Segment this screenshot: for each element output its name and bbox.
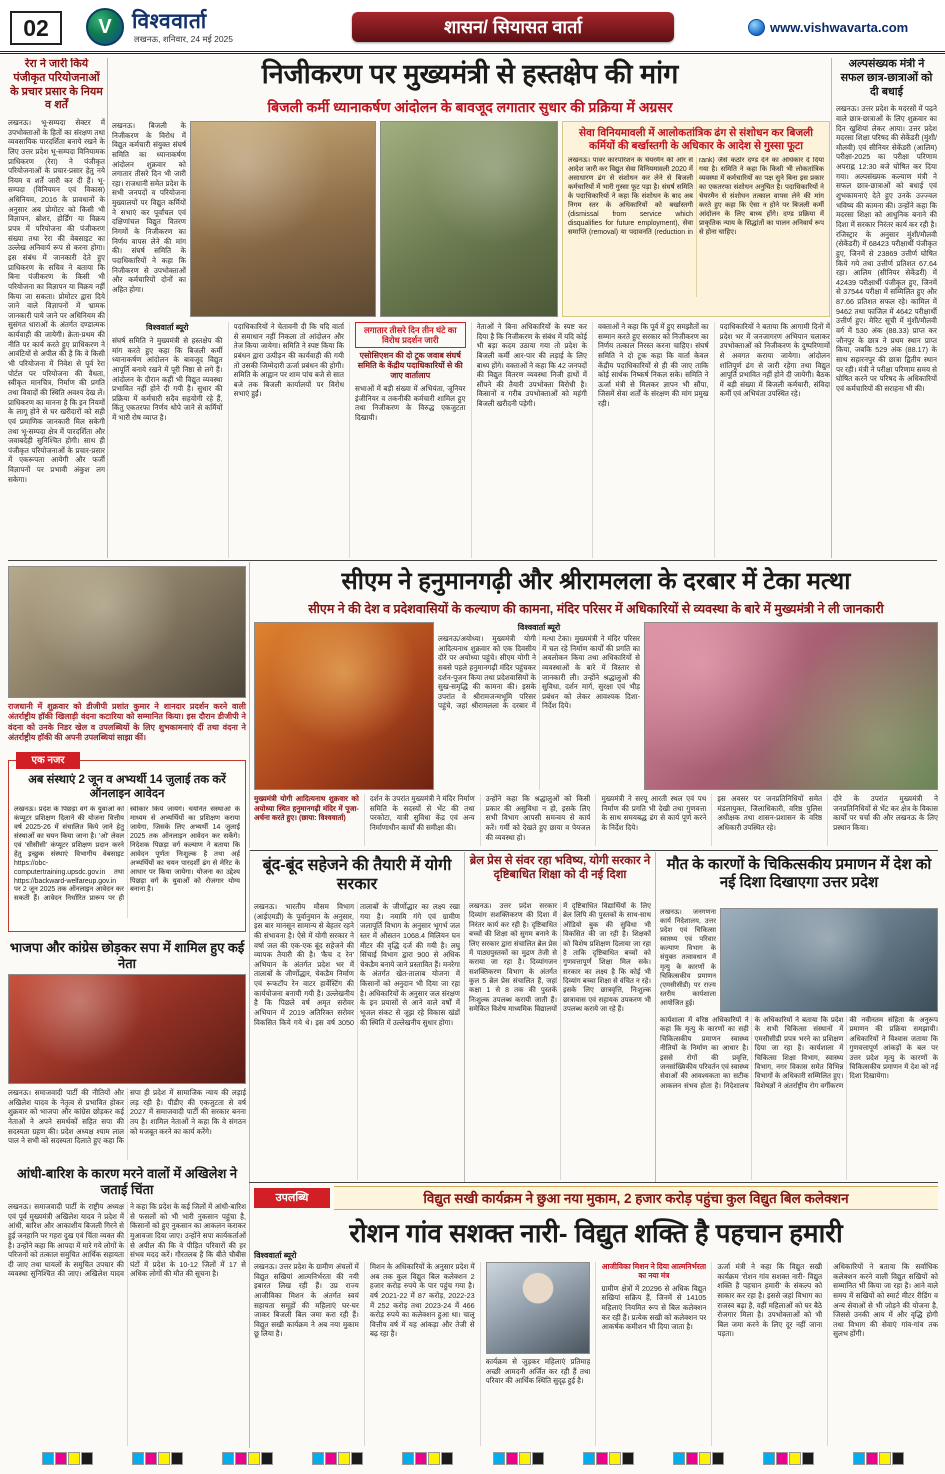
section-rule: [249, 850, 938, 851]
page-number: 02: [10, 11, 62, 45]
akhilesh-headline: आंधी-बारिश के कारण मरने वालों में अखिलेश ने जताई चिंता: [16, 1166, 238, 1197]
cm-subhead: सीएम ने की देश व प्रदेशवासियों के कल्याण की कामना, मंदिर परिसर में अधिकारियों से व्यवस्था के बारे में मुख्यमंत्री ने ली जानकारी: [308, 602, 884, 616]
paper-name: विश्ववार्ता: [132, 10, 207, 33]
article-rera: [8, 58, 105, 558]
paper-dateline: लखनऊ, शनिवार, 24 मई 2025: [134, 34, 233, 44]
column-text: वक्ताओं ने कहा कि पूर्व में हुए समझौतों का सम्मान करते हुए सरकार को निजीकरण का निर्णय तत्काल निरस्त करना चाहिए। संघर्ष समिति ने दो टूक कहा कि वार्ता केवल केंद्रीय पदाधिकारियों से ही की जाए ताकि कोई सार्थक निष्कर्ष निकल सके। समिति ने ऊर्जा मंत्री से मिलकर ज्ञापन भी सौंपा, जिसमें सेवा शर्तों के संरक्षण की मांग प्रमुख रही।: [598, 322, 709, 409]
photo-felicitation-ceremony: [644, 622, 938, 790]
text-column: [228, 322, 345, 558]
globe-icon: [748, 19, 765, 36]
column-text: कार्यक्रम से जुड़कर महिलाएं प्रतिमाह अच्छी आमदनी अर्जित कर रही हैं तथा परिवार की आर्थिक स्थिति सुदृढ़ हुई है।: [485, 1357, 591, 1386]
article-body: लखनऊ। भू-सम्पदा सेक्टर में उपभोक्ताओं के हितों का संरक्षण तथा व्यवसायिक पारदर्शिता बनाये रखने के लिए उत्तर प्रदेश भू-सम्पदा विनियामक प्राधिकरण (रेरा) ने पंजीकृत परियोजनाओं के प्रचार-प्रसार हेतु नये नियम व शर्तें जारी कर दी हैं। भू-सम्पदा (विनियमन एवं विकास) अधिनियम, 2016 के प्रावधानों के अनुसार अब प्रोमोटर को किसी भी विज्ञापन, ब्रोशर, होर्डिंग या विक्रय प्रपत्र में परियोजना की पंजीकरण संख्या तथा रेरा की वेबसाइट का उल्लेख अनिवार्य रूप से करना होगा। इस संबंध में जानकारी देते हुए प्राधिकरण के सचिव ने बताया कि बिना पंजीकरण के किसी भी परियोजना का विज्ञापन या विक्रय नहीं किया जा सकता। प्रोमोटर द्वारा दिये जाने वाले विज्ञापनों में भ्रामक जानकारी पाये जाने पर अधिनियम की सुसंगत धाराओं के अंतर्गत दण्डात्मक कार्यवाही की जायेगी। क्रेता-प्रथम की नीति पर कार्य करते हुए प्राधिकरण ने आवंटियों से अपील की है कि वे किसी भी परियोजना में निवेश से पूर्व रेरा पोर्टल पर परियोजना की वैधता, स्वीकृत मानचित्र, निर्माण की प्रगति तथा विवादों की स्थिति अवश्य देख लें। प्राधिकरण का मानना है कि इन नियमों के लागू होने से घर खरीदारों को सही एवं प्रमाणिक जानकारी मिल सकेगी तथा भू-सम्पदा क्षेत्र में पारदर्शिता और जवाबदेही सुनिश्चित होगी। साथ ही पंजीकृत परियोजनाओं के प्रचार-प्रसार में एकरूपता आयेगी और फर्जी विज्ञापनों पर प्रभावी अंकुश लग सकेगा।: [8, 118, 105, 484]
column-text: दर्शन के उपरांत मुख्यमंत्री ने मंदिर निर्माण समिति के सदस्यों से भेंट की तथा परकोटा, यात्री सुविधा केंद्र एवं अन्य निर्माणाधीन कार्यों की समीक्षा की।: [364, 794, 475, 846]
article-title: अब संस्थाएं 2 जून व अभ्यर्थी 14 जुलाई तक करें ऑनलाइन आवेदन: [28, 774, 226, 801]
highlight-text: आजीविका मिशन ने दिया आत्मनिर्भरता का नया मंत्र: [601, 1262, 707, 1281]
cmyk-group: [583, 1452, 634, 1466]
cmyk-group: [763, 1452, 814, 1466]
photo-protest-crowd-2: [380, 121, 558, 317]
column-rule: [107, 58, 108, 558]
braille-body: लखनऊ। उत्तर प्रदेश सरकार दिव्यांग सशक्तिकरण की दिशा में निरंतर कार्य कर रही है। दृष्टिबाधित बच्चों की शिक्षा को सुगम बनाने के लिए सरकार द्वारा संचालित ब्रेल प्रेस में पाठ्यपुस्तकों का मुद्रण तेजी से कराया जा रहा है। दिव्यांगजन सशक्तिकरण विभाग के अंतर्गत कुल 5 ब्रेल प्रेस संचालित हैं, जहां कक्षा 1 से 8 तक की पुस्तकें निःशुल्क उपलब्ध करायी जाती हैं। समेकित विशेष माध्यमिक विद्यालयों में दृष्टिबाधित विद्यार्थियों के लिए ब्रेल लिपि की पुस्तकों के साथ-साथ ऑडियो बुक की सुविधा भी विकसित की जा रही है। शिक्षकों को विशेष प्रशिक्षण दिलाया जा रहा है ताकि दृष्टिबाधित बच्चों को गुणवत्तापूर्ण शिक्षा मिल सके। सरकार का लक्ष्य है कि कोई भी दिव्यांग बच्चा शिक्षा से वंचित न रहे। इसके लिए छात्रवृत्ति, निःशुल्क छात्रावास एवं सहायक उपकरण भी उपलब्ध कराये जा रहे हैं।: [469, 903, 651, 1014]
text-column: [349, 322, 466, 558]
text-column: [364, 1262, 475, 1446]
column-text: पदाधिकारियों ने बताया कि आगामी दिनों में प्रदेश भर में जनजागरण अभियान चलाकर उपभोक्ताओं को निजीकरण के दुष्परिणामों से अवगत कराया जायेगा। आंदोलन शांतिपूर्ण ढंग से जारी रहेगा तथा विद्युत आपूर्ति प्रभावित नहीं होने दी जायेगी। बैठक में बड़ी संख्या में बिजली कर्मचारी, संविदा कर्मी एवं अभियंता उपस्थित रहे।: [719, 322, 830, 399]
column-text: ग्रामीण क्षेत्रों में 20296 से अधिक विद्युत सखियां सक्रिय हैं, जिनमें से 14105 महिलाएं नियमित रूप से बिल कलेक्शन कर रही हैं। प्रत्येक सखी को कलेक्शन पर आकर्षक कमीशन भी दिया जाता है।: [601, 1283, 707, 1332]
achievement-banner: विद्युत सखी कार्यक्रम ने छुआ नया मुकाम, 2 हजार करोड़ पहुंचा कुल विद्युत बिल कलेक्शन: [334, 1186, 938, 1210]
article-title: अल्पसंख्यक मंत्री ने सफल छात्र-छात्राओं को दी बधाई: [840, 58, 933, 98]
akhilesh-body: लखनऊ। समाजवादी पार्टी के राष्ट्रीय अध्यक्ष एवं पूर्व मुख्यमंत्री अखिलेश यादव ने प्रदेश में आंधी, बारिश और आकाशीय बिजली गिरने से हुई जनहानि पर गहरा दुख एवं चिंता व्यक्त की है। उन्होंने कहा कि आपदा में मारे गये लोगों के परिजनों को तत्काल समुचित आर्थिक सहायता दी जाए तथा घायलों के समुचित उपचार की व्यवस्था सुनिश्चित की जाए। अखिलेश यादव ने कहा कि प्रदेश के कई जिलों में आंधी-बारिश से फसलों को भी भारी नुकसान पहुंचा है, किसानों को हुए नुकसान का आकलन कराकर मुआवजा दिया जाए। उन्होंने सपा कार्यकर्ताओं से अपील की कि वे पीड़ित परिवारों की हर संभव मदद करें। गौरतलब है कि बीते चौबीस घंटों में प्रदेश के 10-12 जिलों में 17 से अधिक लोगों की मौत की सूचना है।: [8, 1202, 246, 1279]
column-rule: [655, 852, 656, 1182]
cm-headline: सीएम ने हनुमानगढ़ी और श्रीरामलला के दरबार में टेका मत्था: [341, 568, 851, 595]
print-color-bars: [42, 1452, 904, 1466]
box-title: सेवा विनियमावली में आलोकतांत्रिक ढंग से संशोधन कर बिजली कर्मियों की बर्खास्तगी के अधिकार के आदेश से गुस्सा फूटा: [579, 127, 813, 153]
photo-caption: एसोसिएशन की दो टूक जवाब संघर्ष समिति के केंद्रीय पदाधिकारियों से की जाए वार्तालाप: [357, 351, 463, 380]
text-column: [471, 322, 588, 558]
column-text: उन्होंने कहा कि श्रद्धालुओं को किसी प्रकार की असुविधा न हो, इसके लिए सभी विभाग आपसी समन्वय से कार्य करें। गर्मी को देखते हुए छाया व पेयजल की व्यवस्था हो।: [480, 794, 591, 846]
text-column: [714, 322, 831, 558]
paper-logo-icon: V: [86, 8, 124, 46]
column-text: नेताओं ने बिना अधिकारियों के स्पष्ट कर दिया है कि निजीकरण के संबंध में यदि कोई भी बड़ा कदम उठाया गया तो प्रदेश के बिजली कर्मी आर-पार की लड़ाई के लिए बाध्य होंगे। वक्ताओं ने कहा कि 42 जनपदों की विद्युत वितरण व्यवस्था निजी हाथों में सौंपने की तैयारी उपभोक्ता विरोधी है। किसानों व गरीब उपभोक्ताओं को महंगी बिजली खरीदनी पड़ेगी।: [476, 322, 587, 409]
vidyut-columns: [254, 1262, 938, 1446]
article-body: लखनऊ। उत्तर प्रदेश के मदरसों में पढ़ने वाले छात्र-छात्राओं के लिए शुक्रवार का दिन खुशियां लेकर आया। उत्तर प्रदेश मदरसा शिक्षा परिषद की सेकेंडरी (मुंशी/मौलवी) एवं सीनियर सेकेंडरी (आलिम) परीक्षा-2025 का परीक्षा परिणाम अपराह्न 12:30 बजे घोषित कर दिया गया। अल्पसंख्यक कल्याण मंत्री ने सफल छात्र-छात्राओं को बधाई एवं शुभकामनाएं देते हुए उनके उज्ज्वल भविष्य की कामना की। उन्होंने कहा कि मदरसा शिक्षा को आधुनिक बनाने की दिशा में सरकार निरंतर कार्य कर रही है। रजिस्ट्रार के अनुसार मुंशी/मौलवी (सेकेंडरी) में 68423 परीक्षार्थी पंजीकृत हुए, जिनमें से 23869 उत्तीर्ण घोषित किये गये तथा उत्तीर्ण प्रतिशत 67.64 रहा। आलिम (सीनियर सेकेंडरी) में 42439 परीक्षार्थी पंजीकृत हुए, जिनमें से 37544 परीक्षा में सम्मिलित हुए और 87.66 प्रतिशत सफल रहे। कामिल में 9462 तथा फाजिल में 4642 परीक्षार्थी उत्तीर्ण हुए। मेरिट सूची में मुंशी/मौलवी वर्ग में 530 अंक (88.33) प्राप्त कर जौनपुर के छात्र ने प्रथम स्थान प्राप्त किया, जबकि 529 अंक (88.17) के साथ सहारनपुर की छात्रा द्वितीय स्थान पर रही। मंत्री ने परीक्षा परिणाम समय से घोषित करने पर परिषद के अधिकारियों एवं कर्मचारियों की सराहना भी की।: [836, 104, 937, 393]
photo-energy-minister: [486, 1262, 591, 1354]
article-columns: [112, 322, 830, 558]
text-column: [592, 322, 709, 558]
column-text: मिशन के अधिकारियों के अनुसार प्रदेश में अब तक कुल विद्युत बिल कलेक्शन 2 हजार करोड़ रुपये के पार पहुंच गया है। वर्ष 2021-22 में 87 करोड़, 2022-23 में 252 करोड़ तथा 2023-24 में 466 करोड़ रुपये का कलेक्शन हुआ था। चालू वित्तीय वर्ष में यह आंकड़ा और तेजी से बढ़ रहा है।: [369, 1262, 475, 1339]
column-text: सभाओं में बड़ी संख्या में अभियंता, जूनियर इंजीनियर व तकनीकी कर्मचारी शामिल हुए तथा निजीकरण के विरुद्ध एकजुटता दिखायी।: [355, 384, 466, 423]
column-text: मुख्यमंत्री ने सरयू आरती स्थल एवं पथ निर्माण की प्रगति भी देखी तथा गुणवत्ता के साथ समयबद्ध ढंग से कार्य पूर्ण करने के निर्देश दिये।: [595, 794, 706, 846]
text-column: [827, 1262, 938, 1446]
braille-headline: ब्रेल प्रेस से संवर रहा भविष्य, योगी सरकार ने दृष्टिबाधित शिक्षा को दी नई दिशा: [469, 855, 651, 882]
photo-caption: लगातार तीसरे दिन तीन घंटे का विरोध प्रदर्शन जारी: [355, 322, 466, 348]
text-column: [595, 1262, 706, 1446]
column-text: लखनऊ। उत्तर प्रदेश के ग्रामीण अंचलों में विद्युत सखियां आत्मनिर्भरता की नयी इबारत लिख रही हैं। उप्र राज्य आजीविका मिशन के अंतर्गत स्वयं सहायता समूहों की महिलाएं घर-घर जाकर बिजली बिल जमा करा रही हैं। विद्युत सखी कार्यक्रम ने अब नया मुकाम छू लिया है।: [254, 1262, 359, 1339]
highlight-box-article: [562, 121, 830, 317]
byline: विश्ववार्ता ब्यूरो: [517, 623, 561, 632]
column-rule: [249, 850, 250, 1448]
article-title: रेरा ने जारी किये पंजीकृत परियोजनाओं के प्रचार प्रसार के नियम व शर्तें: [10, 58, 103, 112]
cmyk-group: [132, 1452, 183, 1466]
section-rule: [249, 1182, 938, 1183]
photo-caption-dgp: राजधानी में शुक्रवार को डीजीपी प्रशांत कुमार ने शानदार प्रदर्शन करने वाली अंतर्राष्ट्रीय हॉकी खिलाड़ी वंदना कटारिया को सम्मानित किया। इस दौरान डीजीपी ने वंदना को उनके निडर खेल व उपलब्धियों के लिए शुभकामनाएं दीं तथा वंदना ने अंतर्राष्ट्रीय हॉकी की अपनी उपलब्धियां साझा कीं।: [8, 702, 246, 743]
vidyut-headline: रोशन गांव सशक्त नारी- विद्युत शक्ति है पहचान हमारी: [349, 1218, 843, 1248]
column-text: संघर्ष समिति ने मुख्यमंत्री से हस्तक्षेप की मांग करते हुए कहा कि बिजली कर्मी ध्यानाकर्षण आंदोलन के बावजूद विद्युत आपूर्ति बनाये रखने में पूरी निष्ठा से लगे हैं। आंदोलन के दौरान कहीं भी विद्युत व्यवस्था प्रभावित नहीं होने दी गयी है। सुधार की प्रक्रिया में कर्मचारी सदैव सहयोगी रहे हैं, किंतु एकतरफा निर्णय थोपे जाने से कर्मियों में भारी रोष व्याप्त है।: [112, 336, 223, 423]
water-body: लखनऊ। भारतीय मौसम विभाग (आईएमडी) के पूर्वानुमान के अनुसार, इस बार मानसून सामान्य से बेहतर रहने की संभावना है। ऐसे में योगी सरकार ने वर्षा जल की एक-एक बूंद सहेजने की व्यापक तैयारी की है। 'कैच द रेन' अभियान के अंतर्गत प्रदेश भर में तालाबों के जीर्णोद्धार, चेकडैम निर्माण एवं रूफटॉप रेन वाटर हार्वेस्टिंग की कार्ययोजना बनायी गयी है। उल्लेखनीय है कि पिछले वर्ष अमृत सरोवर अभियान में 2019 अतिरिक्त सरोवर विकसित किये गये थे। इस वर्ष 3050 तालाबों के जीर्णोद्धार का लक्ष्य रखा गया है। नमामि गंगे एवं ग्रामीण जलापूर्ति विभाग के अनुसार भूगर्भ जल स्तर में औसतन 1068.4 मिलियन घन मीटर की वृद्धि दर्ज की गयी है। लघु सिंचाई विभाग द्वारा 900 से अधिक चेकडैम बनाये जाने प्रस्तावित हैं। मनरेगा के अंतर्गत खेत-तालाब योजना में किसानों को अनुदान भी दिया जा रहा है। अधिकारियों के अनुसार जल संरक्षण के इन प्रयासों से आने वाले वर्षों में भूजल संकट से जूझ रहे विकास खंडों की स्थिति में उल्लेखनीय सुधार होगा।: [254, 902, 460, 1027]
cmyk-group: [853, 1452, 904, 1466]
column-text: पदाधिकारियों ने चेतावनी दी कि यदि वार्ता से समाधान नहीं निकला तो आंदोलन और तेज किया जायेगा। समिति ने स्पष्ट किया कि प्रबंधन द्वारा उत्पीड़न की कार्यवाही की गयी तो उसकी जिम्मेदारी ऊर्जा प्रबंधन की होगी। समिति के आह्वान पर शाम पांच बजे से सात बजे तक बिजली कार्यालयों पर विरोध सभाएं हुईं।: [233, 322, 344, 399]
column-text: दौरे के उपरांत मुख्यमंत्री ने जनप्रतिनिधियों से भेंट कर क्षेत्र के विकास कार्यों पर चर्चा की और लखनऊ के लिए प्रस्थान किया।: [827, 794, 938, 846]
ek-nazar-label: एक नजर: [16, 752, 80, 769]
text-column: [711, 1262, 822, 1446]
photo-protest-crowd-1: [190, 121, 376, 317]
photo-dgp-felicitation: [8, 566, 246, 698]
cmyk-group: [222, 1452, 273, 1466]
achievement-label: उपलब्धि: [254, 1188, 330, 1208]
article-minority-minister: [836, 58, 937, 558]
column-rule: [249, 562, 250, 848]
cm-article-body: लखनऊ/अयोध्या। मुख्यमंत्री योगी आदित्यनाथ शुक्रवार को एक दिवसीय दौरे पर अयोध्या पहुंचे। सीएम योगी ने सबसे पहले हनुमानगढ़ी मंदिर पहुंचकर दर्शन-पूजन किया तथा प्रदेशवासियों के सुख-समृद्धि की कामना की। इसके उपरांत वे श्रीरामजन्मभूमि परिसर पहुंचे, जहां श्रीरामलला के दरबार में मत्था टेका। मुख्यमंत्री ने मंदिर परिसर में चल रहे निर्माण कार्यों की प्रगति का अवलोकन किया तथा अधिकारियों से व्यवस्थाओं के बारे में विस्तार से जानकारी ली। उन्होंने श्रद्धालुओं की सुविधा, दर्शन मार्ग, सुरक्षा एवं भीड़ प्रबंधन को लेकर आवश्यक दिशा-निर्देश दिये।: [438, 634, 640, 711]
sapa-body: लखनऊ। समाजवादी पार्टी की नीतियों और अखिलेश यादव के नेतृत्व से प्रभावित होकर शुक्रवार को भाजपा और कांग्रेस छोड़कर कई नेताओं ने अपने समर्थकों सहित सपा की सदस्यता ग्रहण की। प्रदेश अध्यक्ष श्याम लाल पाल ने सभी को सदस्यता दिलाते हुए कहा कि सपा ही प्रदेश में सामाजिक न्याय की लड़ाई लड़ रही है। पीडीए की एकजुटता से वर्ष 2027 में समाजवादी पार्टी की सरकार बनना तय है। शामिल नेताओं ने कहा कि वे संगठन को मजबूत करने का कार्य करेंगे।: [8, 1088, 246, 1146]
text-column: [254, 1262, 359, 1446]
column-text: ऊर्जा मंत्री ने कहा कि विद्युत सखी कार्यक्रम 'रोशन गांव सशक्त नारी- विद्युत शक्ति है पहचान हमारी' के संकल्प को साकार कर रहा है। इससे जहां विभाग का राजस्व बढ़ा है, वहीं महिलाओं को घर बैठे रोजगार मिला है। उपभोक्ताओं को भी बिल जमा करने के लिए दूर नहीं जाना पड़ता।: [717, 1262, 823, 1339]
section-rule: [8, 560, 937, 561]
website-url: [748, 19, 908, 36]
column-rule: [831, 58, 832, 558]
mccd-body: कार्यशाला में वरिष्ठ अधिकारियों ने कहा कि मृत्यु के कारणों का सही चिकित्सकीय प्रमाणन स्वास्थ्य नीतियों के निर्माण का आधार है। इससे रोगों की प्रवृत्ति, जनसांख्यिकीय परिवर्तन एवं स्वास्थ्य सेवाओं की आवश्यकता का सटीक आकलन संभव होता है। निदेशालय के अधिकारियों ने बताया कि प्रदेश के सभी चिकित्सा संस्थानों में एमसीसीडी प्रपत्र भरने का प्रशिक्षण दिया जा रहा है। कार्यशाला में चिकित्सा शिक्षा विभाग, स्वास्थ्य विभाग, नगर विकास समेत विभिन्न विभागों के अधिकारी सम्मिलित हुए। विशेषज्ञों ने अंतर्राष्ट्रीय रोग वर्गीकरण की नवीनतम संहिता के अनुरूप प्रमाणन की प्रक्रिया समझायी। अधिकारियों ने विश्वास जताया कि गुणवत्तापूर्ण आंकड़ों के बल पर उत्तर प्रदेश मृत्यु के कारणों के चिकित्सकीय प्रमाणन में देश को नई दिशा दिखायेगा।: [660, 1017, 938, 1090]
text-column: [480, 1262, 591, 1446]
photo-caption: मुख्यमंत्री योगी आदित्यनाथ शुक्रवार को अयोध्या स्थित हनुमानगढ़ी मंदिर में पूजा-अर्चना करते हुए। (छाया: विश्ववार्ता): [254, 794, 359, 823]
box-body: लखनऊ। पावर कारपोरेशन के चेयरमैन की ओर से आदेश जारी कर विद्युत सेवा विनियमावली 2020 में असाधारण ढंग से संशोधन कर लेने से बिजली कर्मचारियों में भारी गुस्सा फूट पड़ा है। संघर्ष समिति के पदाधिकारियों ने कहा कि संशोधन के बाद अब निगम स्तर के अधिकारियों को बर्खास्तगी (dismissal from service which disqualifies for future employment), सेवा समाप्ति (removal) या पदावनति (reduction in rank) जैसे कठोर दण्ड देने का अधिकार दे दिया गया है। समिति ने कहा कि किसी भी लोकतांत्रिक व्यवस्था में कर्मचारियों का पक्ष सुने बिना इस प्रकार का एकतरफा संशोधन अनुचित है। पदाधिकारियों ने चेयरमैन से संशोधन तत्काल वापस लेने की मांग करते हुए कहा कि ऐसा न होने पर बिजली कर्मी आंदोलन के लिए बाध्य होंगे। दण्ड प्रक्रिया में प्राकृतिक न्याय के सिद्धांतों का पालन अनिवार्य रूप से होना चाहिए।: [568, 157, 824, 236]
byline: विश्ववार्ता ब्यूरो: [254, 1251, 297, 1260]
water-headline: बूंद-बूंद सहेजने की तैयारी में योगी सरकार: [262, 857, 452, 894]
section-title-banner: शासन/ सियासत वार्ता: [352, 12, 674, 42]
website-text: www.vishwavarta.com: [770, 20, 909, 35]
cmyk-group: [673, 1452, 724, 1466]
mccd-headline: मौत के कारणों के चिकित्सकीय प्रमाणन में देश को नई दिशा दिखाएगा उत्तर प्रदेश: [666, 856, 932, 891]
main-headline: निजीकरण पर मुख्यमंत्री से हस्तक्षेप की मांग: [261, 59, 679, 89]
cm-lower-columns: [254, 794, 938, 846]
masthead: [0, 0, 945, 54]
ek-nazar-box: [8, 760, 246, 932]
mccd-lead: लखनऊ। जनगणना कार्य निदेशालय, उत्तर प्रदेश एवं चिकित्सा स्वास्थ्य एवं परिवार कल्याण विभाग के संयुक्त तत्वावधान में मृत्यु के कारणों के चिकित्सकीय प्रमाणन (एमसीसीडी) पर राज्य स्तरीय कार्यशाला आयोजित हुई।: [660, 909, 716, 1007]
article-body: लखनऊ। प्रदेश के पिछड़ा वर्ग के युवाओं को कंप्यूटर प्रशिक्षण दिलाने की योजना वित्तीय वर्ष 2025-26 में संचालित किये जाने हेतु संस्थाओं का चयन किया जाना है। 'ओ' लेवल एवं 'सीसीसी' कंप्यूटर प्रशिक्षण प्रदान करने हेतु इच्छुक संस्थाएं विभागीय वेबसाइट https://obc-computertraining.upsdc.gov.in तथा https://backward-welfareup.gov.in पर 2 जून 2025 तक ऑनलाइन आवेदन कर सकती हैं। आवेदन निर्धारित प्रारूप पर ही स्वीकार किये जायेंगे। चयनित संस्थाओं के माध्यम से अभ्यर्थियों का प्रशिक्षण कराया जायेगा, जिसके लिए अभ्यर्थी 14 जुलाई 2025 तक ऑनलाइन आवेदन कर सकेंगे। निदेशक पिछड़ा वर्ग कल्याण ने बताया कि आवेदन पूर्णतः निःशुल्क है तथा अर्ह अभ्यर्थियों का चयन पारदर्शी ढंग से मेरिट के आधार पर किया जायेगा। योजना का उद्देश्य पिछड़ा वर्ग के युवाओं को रोजगार योग्य बनाना है।: [14, 805, 240, 903]
sapa-headline: भाजपा और कांग्रेस छोड़कर सपा में शामिल हुए कई नेता: [9, 940, 245, 971]
cmyk-group: [42, 1452, 93, 1466]
photo-mccd-workshop: [720, 908, 938, 1012]
main-subhead: बिजली कर्मी ध्यानाकर्षण आंदोलन के बावजूद लगातार सुधार की प्रक्रिया में अग्रसर: [267, 99, 673, 115]
column-text: इस अवसर पर जनप्रतिनिधियों समेत मंडलायुक्त, जिलाधिकारी, वरिष्ठ पुलिस अधीक्षक तथा शासन-प्रशासन के वरिष्ठ अधिकारी उपस्थित रहे।: [711, 794, 822, 846]
cmyk-group: [493, 1452, 544, 1466]
text-column: [112, 322, 223, 558]
photo-sapa-joining: [8, 974, 246, 1084]
byline: विश्ववार्ता ब्यूरो: [146, 323, 189, 332]
column-rule: [464, 852, 465, 1182]
article-lead: लखनऊ। बिजली के निजीकरण के विरोध में विद्युत कर्मचारी संयुक्त संघर्ष समिति का ध्यानाकर्षण आंदोलन शुक्रवार को लगातार तीसरे दिन भी जारी रहा। राजधानी समेत प्रदेश के सभी जनपदों व परियोजना मुख्यालयों पर विद्युत कर्मियों ने सभाएं कर पूर्वांचल एवं दक्षिणांचल विद्युत वितरण निगमों के निजीकरण का निर्णय वापस लेने की मांग की। संघर्ष समिति के पदाधिकारियों ने कहा कि निजीकरण से उपभोक्ताओं और कर्मचारियों दोनों का अहित होगा।: [112, 121, 186, 294]
column-text: अधिकारियों ने बताया कि सर्वाधिक कलेक्शन करने वाली विद्युत सखियों को सम्मानित भी किया जा रहा है। आने वाले समय में सखियों को स्मार्ट मीटर रीडिंग व अन्य सेवाओं से भी जोड़ने की योजना है, जिससे उनकी आय में और वृद्धि होगी तथा विभाग की सेवाएं गांव-गांव तक सुलभ होंगी।: [833, 1262, 938, 1339]
cmyk-group: [402, 1452, 453, 1466]
cmyk-group: [312, 1452, 363, 1466]
photo-cm-hanumangarhi: [254, 622, 434, 790]
